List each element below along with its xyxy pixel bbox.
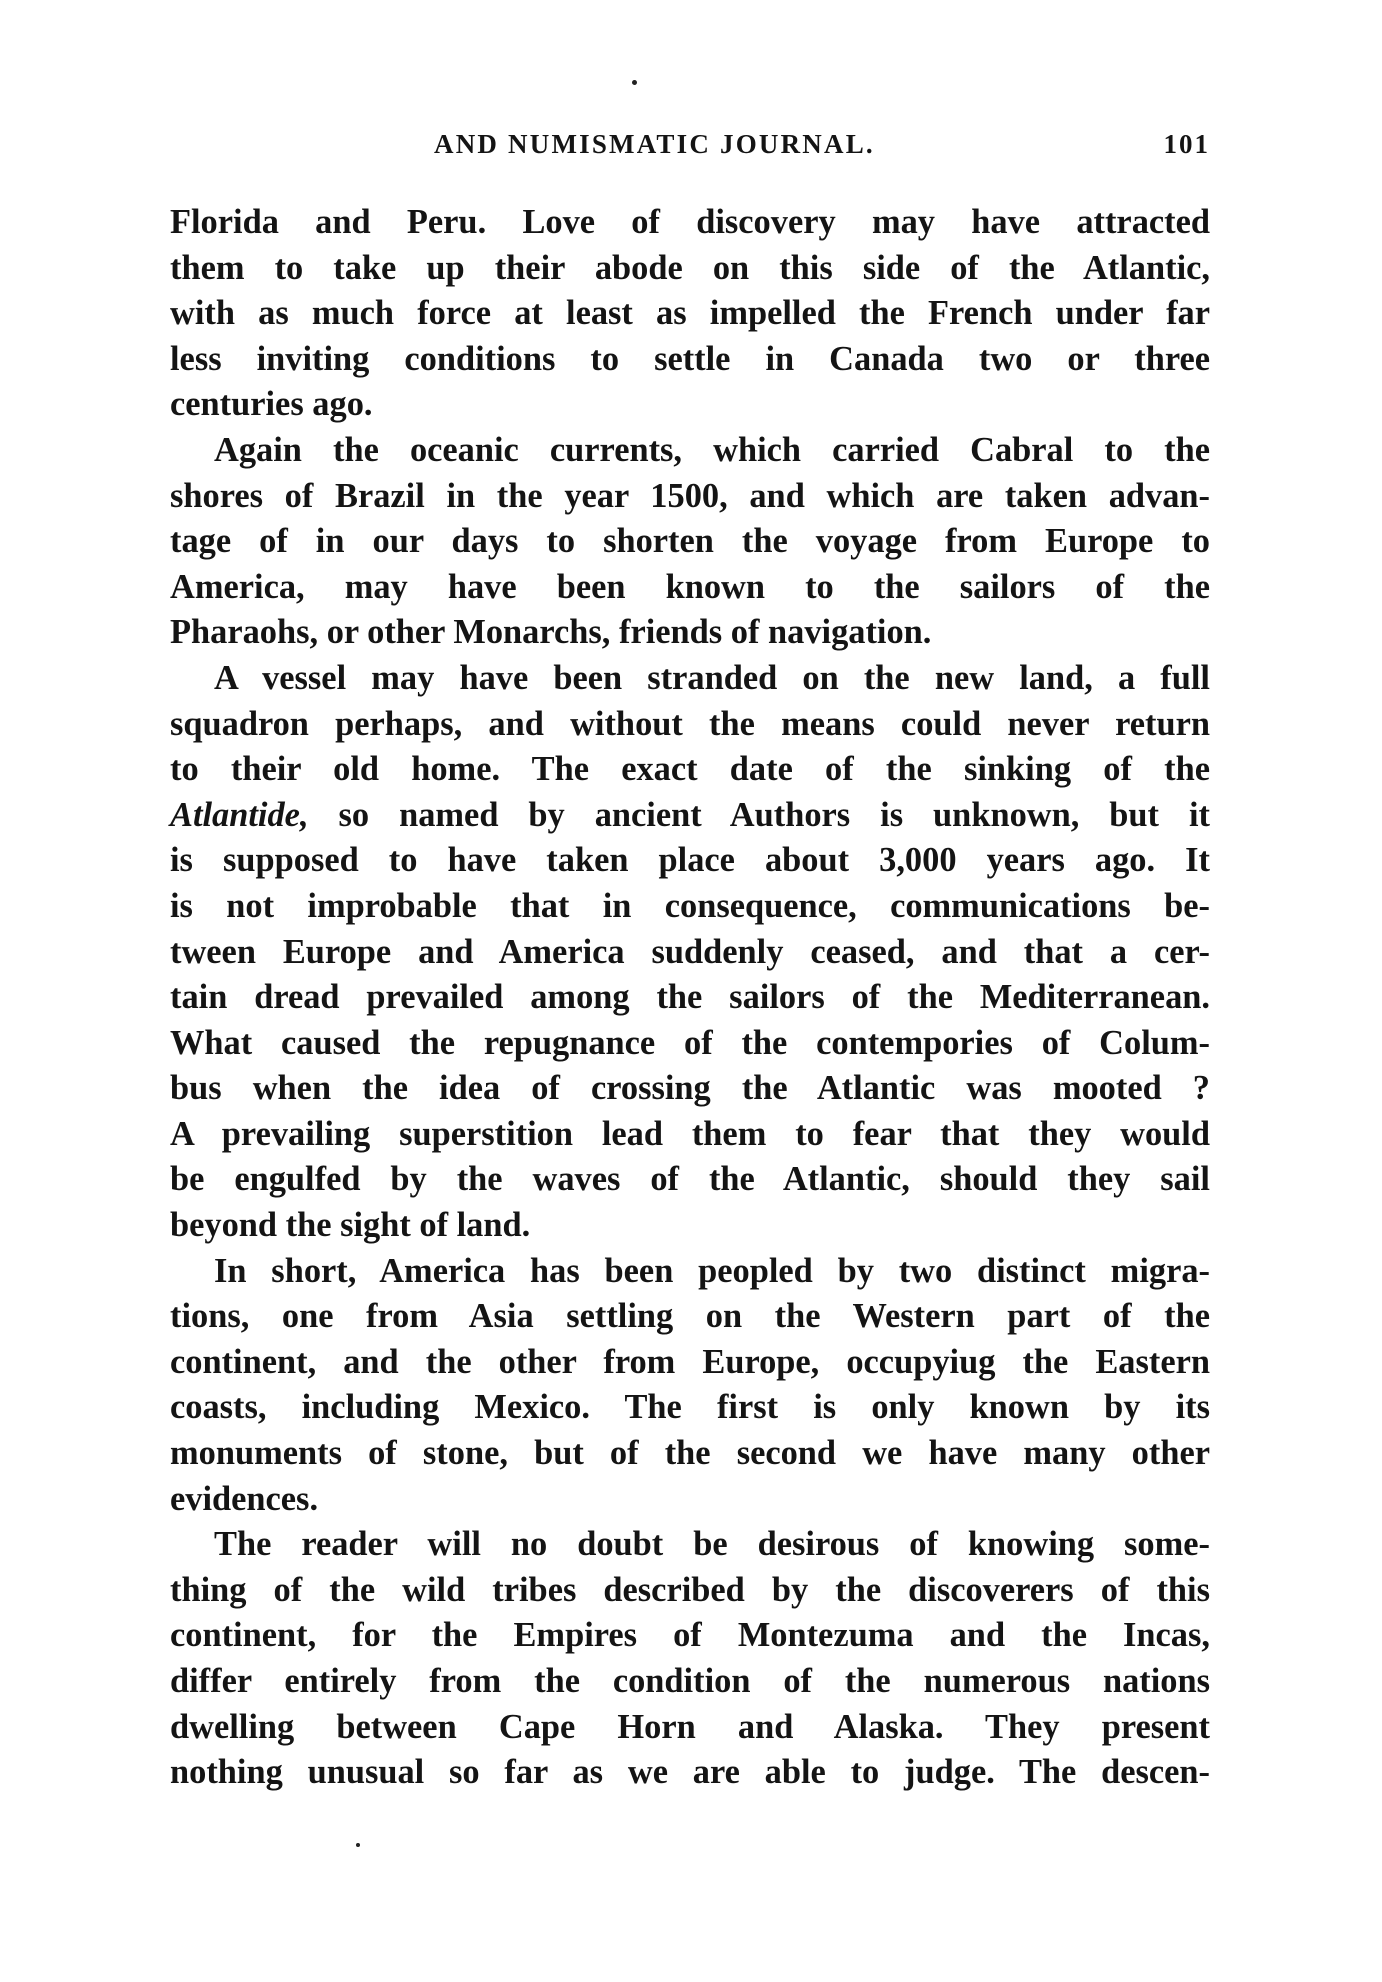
text-line: bus when the idea of crossing the Atlantic was mooted ? — [170, 1069, 1210, 1108]
text-line: differ entirely from the condition of the numerous nations — [170, 1662, 1210, 1700]
text-line: Florida and Peru. Love of discovery may have attracted — [170, 203, 1210, 241]
paragraph-1 — [170, 200, 1210, 428]
paragraph-2 — [170, 428, 1210, 656]
text-line: A vessel may have been stranded on the new land, a full — [214, 658, 1210, 697]
italic-title-atlantide: Atlantide, — [170, 795, 309, 834]
text-line: America, may have been known to the sailors of the — [170, 567, 1210, 606]
text-line: shores of Brazil in the year 1500, and which are taken advan- — [170, 476, 1210, 515]
text-line: them to take up their abode on this side of the Atlantic, — [170, 248, 1210, 287]
text-line: tain dread prevailed among the sailors of the Mediterranean. — [170, 978, 1210, 1017]
text-line: beyond the sight of land. — [170, 1206, 531, 1245]
text-line: A prevailing superstition lead them to fear that they would — [170, 1114, 1210, 1153]
text-line: tions, one from Asia settling on the Western part of the — [170, 1297, 1210, 1336]
paragraph-5 — [170, 1522, 1210, 1796]
text-line: coasts, including Mexico. The first is only known by its — [170, 1388, 1210, 1427]
running-head — [170, 129, 1210, 165]
text-line: squadron perhaps, and without the means could never return — [170, 704, 1210, 743]
text-line: Again the oceanic currents, which carried Cabral to the — [214, 430, 1210, 469]
text-line: to their old home. The exact date of the sinking of the — [170, 750, 1210, 789]
text-fragment: so named by ancient Authors is unknown, but it — [308, 795, 1210, 834]
body-text — [170, 200, 1210, 1796]
text-line: thing of the wild tribes described by the discoverers of this — [170, 1570, 1210, 1609]
printer-mark-top — [632, 80, 637, 85]
text-line: Pharaohs, or other Monarchs, friends of navigation. — [170, 613, 932, 652]
text-line: monuments of stone, but of the second we have many other — [170, 1434, 1210, 1473]
text-line: evidences. — [170, 1479, 319, 1518]
text-line-with-italic — [170, 793, 1210, 839]
text-line: What caused the repugnance of the contempories of Colum- — [170, 1023, 1210, 1062]
text-line: In short, America has been peopled by two distinct migra- — [214, 1251, 1210, 1290]
text-line: tage of in our days to shorten the voyage from Europe to — [170, 522, 1210, 561]
page-number: 101 — [1163, 129, 1210, 159]
running-title: AND NUMISMATIC JOURNAL. — [434, 129, 875, 159]
text-line: less inviting conditions to settle in Canada two or three — [170, 339, 1210, 378]
text-line: be engulfed by the waves of the Atlantic, should they sail — [170, 1160, 1210, 1199]
printer-mark-bottom — [356, 1843, 360, 1847]
paragraph-3 — [170, 656, 1210, 1249]
text-line: dwelling between Cape Horn and Alaska. They present — [170, 1707, 1210, 1746]
text-line: is not improbable that in consequence, communications be- — [170, 886, 1210, 925]
text-line: is supposed to have taken place about 3,000 years ago. It — [170, 841, 1210, 880]
text-line: tween Europe and America suddenly ceased, and that a cer- — [170, 932, 1210, 971]
text-line: continent, for the Empires of Montezuma and the Incas, — [170, 1616, 1210, 1655]
text-line: nothing unusual so far as we are able to judge. The descen- — [170, 1753, 1210, 1792]
text-line: The reader will no doubt be desirous of knowing some- — [214, 1525, 1210, 1564]
text-line: continent, and the other from Europe, occupyiug the Eastern — [170, 1342, 1210, 1381]
text-line: centuries ago. — [170, 385, 373, 424]
paragraph-4 — [170, 1249, 1210, 1523]
text-line: with as much force at least as impelled the French under far — [170, 294, 1210, 333]
